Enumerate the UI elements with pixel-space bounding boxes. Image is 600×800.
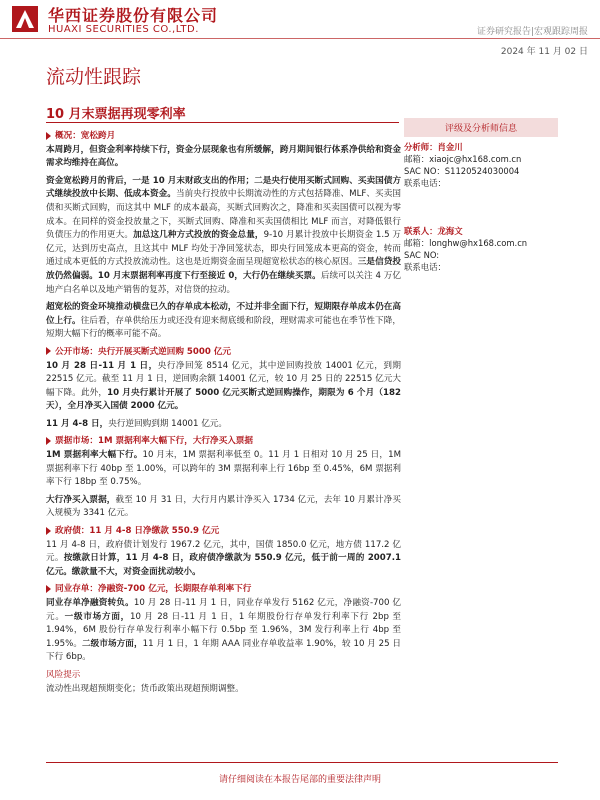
subtitle-divider bbox=[46, 122, 399, 123]
section-heading-ncd: 同业存单：净融资-700 亿元，长期限存单利率下行 bbox=[46, 583, 401, 597]
company-name-cn: 华西证券股份有限公司 bbox=[48, 6, 219, 25]
contact-name-row: 联系人：龙海文 bbox=[404, 226, 463, 236]
analyst-email[interactable]: 邮箱：xiaojc@hx168.com.cn bbox=[404, 154, 522, 164]
triangle-bullet-icon bbox=[46, 585, 51, 593]
analyst-sac: SAC NO：S1120524030004 bbox=[404, 166, 520, 176]
section-heading-omo: 公开市场：央行开展买断式逆回购 5000 亿元 bbox=[46, 346, 401, 360]
triangle-bullet-icon bbox=[46, 347, 51, 355]
analyst-name-row: 分析师：肖金川 bbox=[404, 142, 463, 152]
company-name-en: HUAXI SECURITIES CO.,LTD. bbox=[48, 24, 199, 35]
report-date: 2024 年 11 月 02 日 bbox=[500, 47, 588, 57]
section-heading-overview: 概况：宽松跨月 bbox=[46, 130, 401, 144]
section-heading-gov-bond: 政府债：11 月 4-8 日净缴款 550.9 亿元 bbox=[46, 525, 401, 539]
contact-email[interactable]: 邮箱：longhw@hx168.com.cn bbox=[404, 238, 528, 248]
triangle-bullet-icon bbox=[46, 132, 51, 140]
risk-heading: 风险提示 bbox=[46, 669, 81, 680]
report-body bbox=[46, 128, 401, 700]
paragraph: 11 月 4-8 日，政府债计划发行 1967.2 亿元，其中，国债 1850.0 亿元，地方债 117.2 亿元。按缴款日计算，11 月 4-8 日，政府债净缴款为 550.9 亿元，低于前一周的 2007.1 亿元。缴款量不大，对资金面扰动较小。 bbox=[46, 539, 401, 577]
contact-phone: 联系电话： bbox=[404, 262, 446, 272]
contact-sac: SAC NO: bbox=[404, 250, 440, 260]
paragraph: 资金宽松跨月的背后，一是 10 月末财政支出的作用；二是央行使用买断式回购、买卖国债方式继续投放中长期、低成本资金。当前央行投放中长期流动性的方式包括降准、MLF、买卖国债和买断式回购，而这其中 MLF 的成本最高，买断式回购次之，降准和买卖国债可以视为零成本。在同样的资金投放量之下，买断式回购、降准和买卖国债相比 MLF 而言，对降低银行负债压力的作用更大。加总这几种方式投放的资金总量，9-10 月累计投放中长期资金 1.5 万亿元，达到历史高点，且这其中 MLF 均处于净回笼状态，即央行回笼成本更高的资金，转而通过成本更低的方式投放流动性。这也是近期资金面呈现超宽松状态的核心原因。三是信贷投放仍然偏弱。10 月末票据利率再度下行至接近 0，大行仍在继续买票。后续可以关注 4 万亿地产白名单以及地产销售的复苏，对信贷的拉动。 bbox=[46, 175, 401, 295]
sidebar-title: 评级及分析师信息 bbox=[404, 118, 558, 137]
paragraph: 1M 票据利率大幅下行。10 月末，1M 票据利率低至 0。11 月 1 日相对 10 月 25 日，1M 票据利率下行 40bp 至 1.00%，可以跨年的 3M 票据利率上行 16bp 至 0.45%，6M 票据利率下行 18bp 至 0.75%。 bbox=[46, 450, 402, 488]
analyst-sidebar bbox=[404, 118, 558, 273]
paragraph: 超宽松的资金环境推动横盘已久的存单成本松动，不过并非全面下行，短期限存单成本仍在高位上行。往后看，存单供给压力或还没有迎来彻底缓和阶段，理财需求可能也在季节性下降，短期大幅下行的概率可能不高。 bbox=[46, 302, 401, 340]
analyst-phone: 联系电话： bbox=[404, 178, 446, 188]
header-divider bbox=[0, 38, 600, 39]
paragraph: 大行净买入票据，截至 10 月 31 日，大行月内累计净买入 1734 亿元，去年 10 月累计净买入规模为 3341 亿元。 bbox=[46, 494, 401, 519]
paragraph: 10 月 28 日-11 月 1 日，央行净回笼 8514 亿元，其中逆回购投放 14001 亿元，到期 22515 亿元。截至 11 月 1 日，逆回购余额 14001 亿元，较 10 月 25 日的 22515 亿元大幅下降。此外，10 月央行累计开展了 5000 亿元买断式逆回购操作，期限为 6 个月（182 天），全月净买入国债 2000 亿元。 bbox=[46, 360, 402, 412]
huaxi-logo-icon bbox=[10, 4, 40, 34]
paragraph: 11 月 4-8 日，央行逆回购到期 14001 亿元。 bbox=[46, 418, 227, 429]
risk-text: 流动性出现超预期变化；货币政策出现超预期调整。 bbox=[46, 683, 244, 694]
page-title: 流动性跟踪 bbox=[46, 66, 142, 88]
paragraph: 同业存单净融资转负。10 月 28 日-11 月 1 日，同业存单发行 5162 亿元，净融资-700 亿元。一级市场方面，10 月 28 日-11 月 1 日，1 年期股份行存单发行利率下行 2bp 至 1.94%，6M 股份行存单发行利率小幅下行 0.5bp 至 1.96%，3M 发行利率上行 4bp 至 1.95%。二级市场方面，11 月 1 日，1 年期 AAA 同业存单收益率 1.90%，较 10 月 25 日下行 6bp。 bbox=[46, 598, 401, 663]
page-header bbox=[0, 0, 600, 58]
section-heading-bill: 票据市场：1M 票据利率大幅下行，大行净买入票据 bbox=[46, 435, 401, 449]
page-subtitle: 10 月末票据再现零利率 bbox=[46, 107, 186, 122]
footer-divider bbox=[46, 762, 558, 763]
report-type: 证券研究报告|宏观跟踪周报 bbox=[476, 27, 588, 37]
triangle-bullet-icon bbox=[46, 527, 51, 535]
paragraph: 本周跨月，但资金利率持续下行，资金分层现象也有所缓解，跨月期间银行体系净供给和资金需求均维持在高位。 bbox=[46, 144, 401, 169]
legal-disclaimer-footer: 请仔细阅读在本报告尾部的重要法律声明 bbox=[218, 775, 381, 785]
triangle-bullet-icon bbox=[46, 437, 51, 445]
